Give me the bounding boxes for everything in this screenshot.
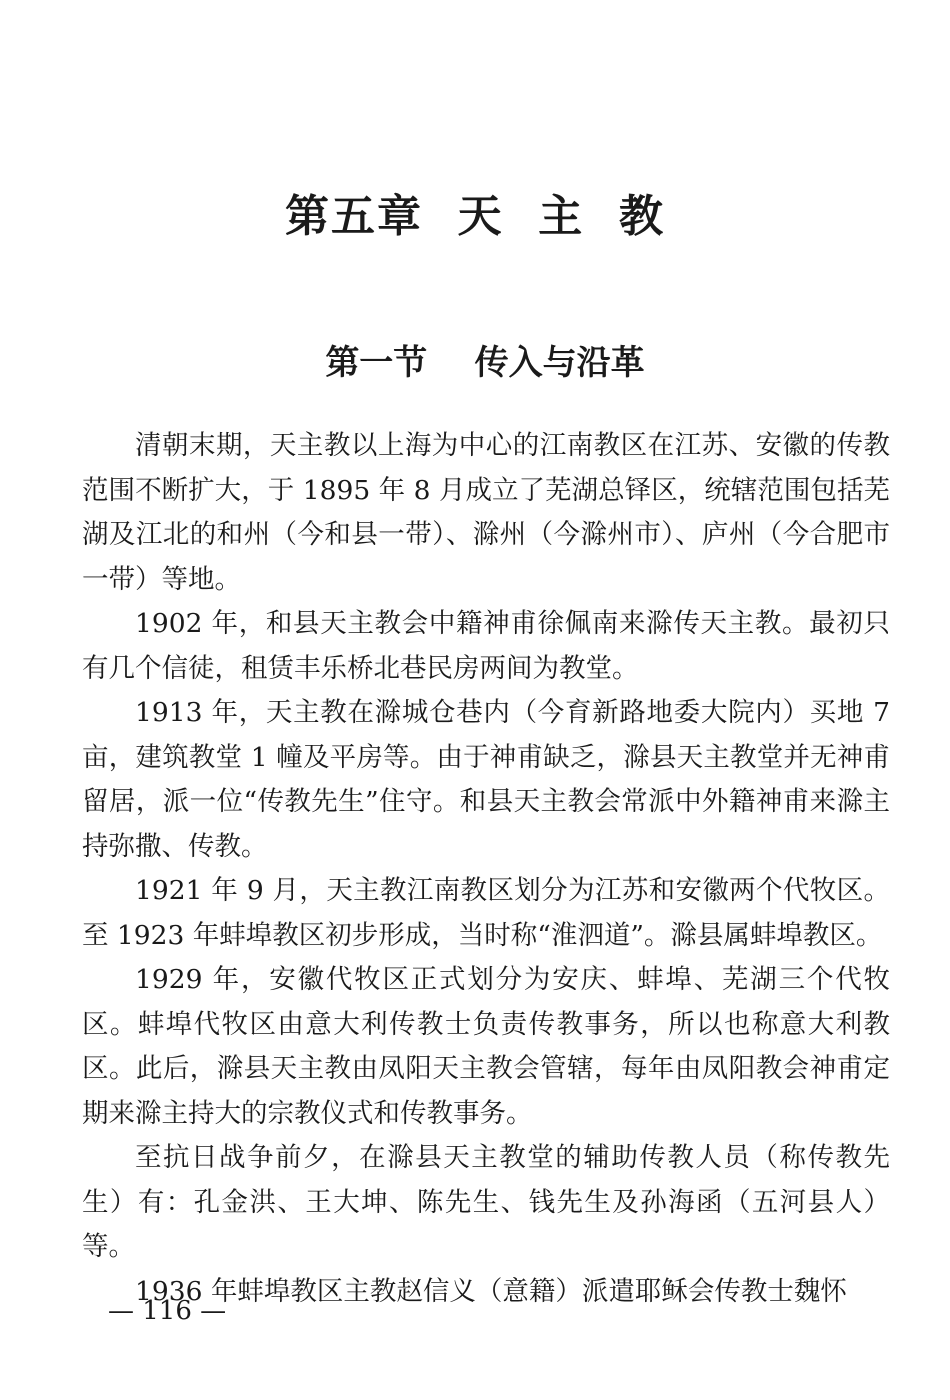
paragraph: 1902 年，和县天主教会中籍神甫徐佩南来滁传天主教。最初只有几个信徒，租赁丰乐桥北巷民房两间为教堂。 (82, 608, 890, 684)
paragraph: 1936 年蚌埠教区主教赵信义（意籍）派遣耶稣会传教士魏怀 (135, 1275, 847, 1307)
paragraph: 清朝末期，天主教以上海为中心的江南教区在江苏、安徽的传教范围不断扩大，于 1895 年 8 月成立了芜湖总铎区，统辖范围包括芜湖及江北的和州（今和县一带）、滁州（今滁州市）、庐州（今合肥市一带）等地。 (82, 430, 890, 595)
body-text (82, 424, 890, 1314)
paragraph: 1929 年，安徽代牧区正式划分为安庆、蚌埠、芜湖三个代牧区。蚌埠代牧区由意大利传教士负责传教事务，所以也称意大利教区。此后，滁县天主教由凤阳天主教会管辖，每年由凤阳教会神甫定期来滁主持大的宗教仪式和传教事务。 (82, 964, 890, 1129)
page-number: — 116 — (108, 1296, 227, 1326)
paragraph: 至抗日战争前夕，在滁县天主教堂的辅助传教人员（称传教先生）有：孔金洪、王大坤、陈先生、钱先生及孙海函（五河县人）等。 (82, 1142, 890, 1262)
section-title: 第一节 传入与沿革 (325, 343, 645, 383)
paragraph: 1921 年 9 月，天主教江南教区划分为江苏和安徽两个代牧区。至 1923 年蚌埠教区初步形成，当时称“淮泗道”。滁县属蚌埠教区。 (82, 875, 890, 951)
paragraph: 1913 年，天主教在滁城仓巷内（今育新路地委大院内）买地 7 亩，建筑教堂 1 幢及平房等。由于神甫缺乏，滁县天主教堂并无神甫留居，派一位“传教先生”住守。和县天主教会常派中外籍神甫来滁主持弥撒、传教。 (82, 697, 890, 862)
chapter-title: 第五章 天 主 教 (285, 191, 665, 242)
